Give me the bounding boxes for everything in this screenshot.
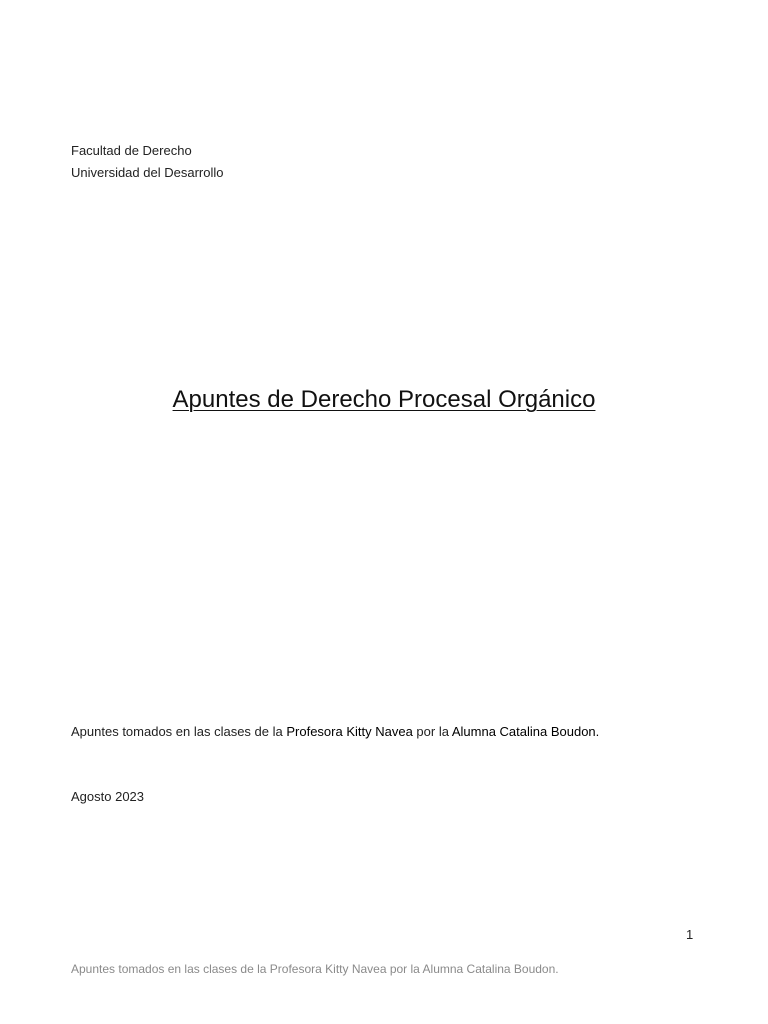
page-number: 1 xyxy=(686,927,694,942)
faculty-name: Facultad de Derecho xyxy=(71,143,192,158)
university-name: Universidad del Desarrollo xyxy=(71,165,224,180)
student-name: Alumna Catalina Boudon. xyxy=(451,724,600,739)
professor-name: Profesora Kitty Navea xyxy=(286,724,413,739)
document-date: Agosto 2023 xyxy=(71,789,145,804)
credits-middle: por la xyxy=(412,724,452,739)
document-title xyxy=(0,383,768,417)
credits-prefix: Apuntes tomados en las clases de la xyxy=(71,724,287,739)
page-footer: Apuntes tomados en las clases de la Profesora Kitty Navea por la Alumna Catalina Boudon. xyxy=(71,962,559,976)
credits-line xyxy=(71,722,599,742)
document-title-text: Apuntes de Derecho Procesal Orgánico xyxy=(172,386,596,413)
institution-block xyxy=(71,140,223,184)
